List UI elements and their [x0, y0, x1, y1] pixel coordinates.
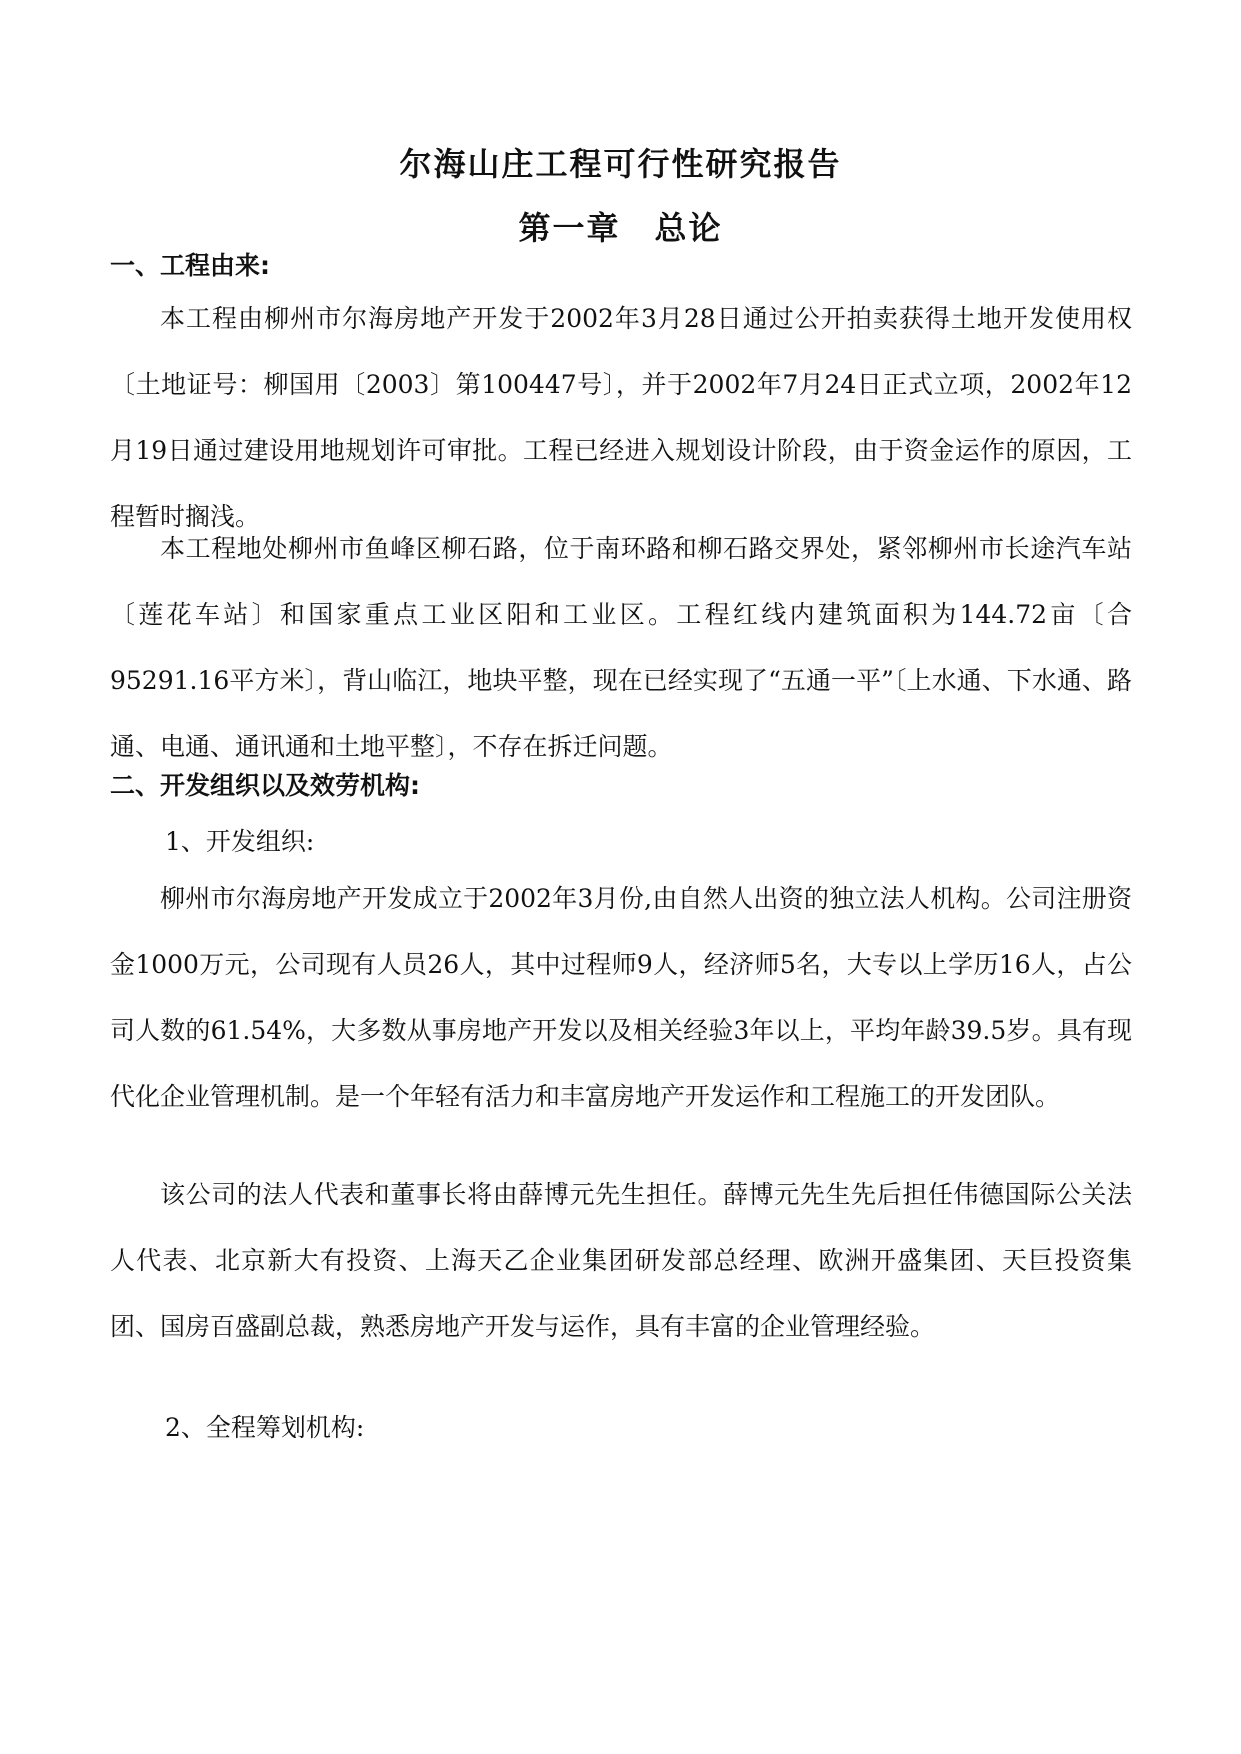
section-heading-origin: 一、工程由来: [110, 251, 270, 280]
sub-heading-developer: 1、开发组织: [165, 827, 315, 856]
paragraph-developer-1: 柳州市尔海房地产开发成立于2002年3月份,由自然人出资的独立法人机构。公司注册资金1000万元，公司现有人员26人，其中过程师9人，经济师5名，大专以上学历16人，占公司人数的61.54%，大多数从事房地产开发以及相关经验3年以上，平均年龄39.5岁。具有现代化企业管理机制。是一个年轻有活力和丰富房地产开发运作和工程施工的开发团队。 [110, 884, 1132, 1111]
document-title: 尔海山庄工程可行性研究报告 [399, 145, 842, 183]
section-heading-organization: 二、开发组织以及效劳机构: [110, 771, 420, 800]
paragraph-developer-2: 该公司的法人代表和董事长将由薛博元先生担任。薛博元先生先后担任伟德国际公关法人代表、北京新大有投资、上海天乙企业集团研发部总经理、欧洲开盛集团、天巨投资集团、国房百盛副总裁，熟悉房地产开发与运作，具有丰富的企业管理经验。 [110, 1180, 1132, 1341]
paragraph-origin-1: 本工程由柳州市尔海房地产开发于2002年3月28日通过公开拍卖获得土地开发使用权〔土地证号：柳国用〔2003〕第100447号〕，并于2002年7月24日正式立项，2002年12月19日通过建设用地规划许可审批。工程已经进入规划设计阶段，由于资金运作的原因，工程暂时搁浅。 [110, 304, 1132, 531]
sub-heading-planning-agency: 2、全程筹划机构: [165, 1413, 365, 1442]
paragraph-origin-2: 本工程地处柳州市鱼峰区柳石路，位于南环路和柳石路交界处，紧邻柳州市长途汽车站〔莲花车站〕和国家重点工业区阳和工业区。工程红线内建筑面积为144.72亩〔合95291.16平方米〕，背山临江，地块平整，现在已经实现了“五通一平”〔上水通、下水通、路通、电通、通讯通和土地平整〕，不存在拆迁问题。 [110, 534, 1132, 761]
chapter-title: 第一章 总论 [518, 209, 723, 247]
